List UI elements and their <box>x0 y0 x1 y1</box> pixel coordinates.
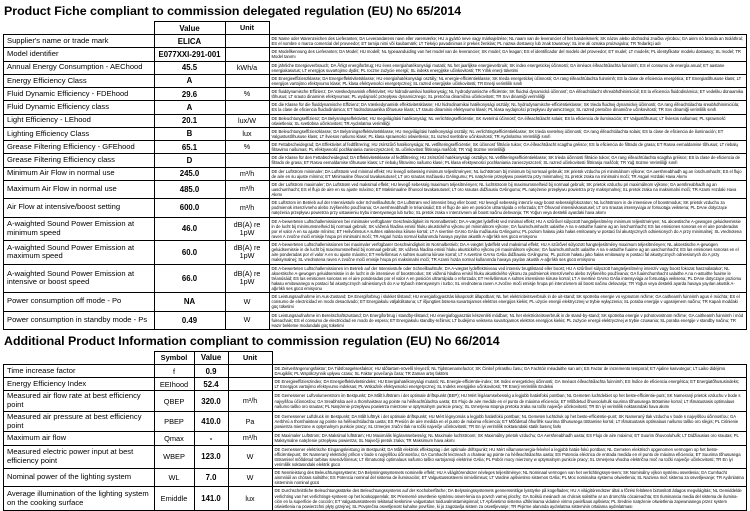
row-translations-cell: DE Modellkennung des Lieferanten; DA Model; HU modell; NL typeaanduiding van het model van de leverancier; SK model; GA leagan; ES el identificador del modelo del proveedor; ET mudel; LT modelis; PL identyfikator modelu dostawcy; SL model; TR Model tanımı <box>269 48 747 61</box>
row-unit-cell: m³/h <box>225 180 269 198</box>
row-label-cell: A-waighted Sound Power Emission at minimum speed <box>4 217 155 241</box>
table-row <box>4 74 747 87</box>
row-value-cell: NA <box>154 293 225 311</box>
row-label-cell: Model identifier <box>4 48 155 61</box>
row-unit-cell <box>228 364 272 377</box>
row-value-cell: ELICA <box>154 35 225 48</box>
table-row <box>4 141 747 154</box>
row-translations-cell: DE Gemessener Luftvolumenstrom im Bestpunkt; DA Målt luftstrøm i det optimale driftspunkt (BEP); HU Mért légáramsebesség a legjobb hatásfokú pontban; NL Gemeten luchtdebiet op het beste-efficiëntie-punt; SK Nameraný prietok vzduchu v bode s najvyššou účinnosťou; GA Sreabhráta aeir a thomhaistear ag pointe na héifeachtúlachta uasta; ES Flujo de aire medido en el punto de máxima eficiencia; ET Mõõdetud õhuvooluhulk suurima tõhususega töötamise korral; LT Išmatuotasis optimalaus našumo taško oro srautas; PL Natężenie przepływu powietrza mierzone w optymalnym punkcie pracy; SL Izmerjena stopnja pretoka zraka na točki največje učinkovitosti; TR En iyi verimlilik noktasındaki hava akımı <box>272 391 747 411</box>
row-unit-cell <box>225 35 269 48</box>
row-value-cell: 20.1 <box>154 114 225 127</box>
row-value-cell: 46.0 <box>154 217 225 241</box>
row-label-cell: Lighting Efficiency Class <box>4 127 155 140</box>
row-label-cell: A-waighted Sound Power Emission at maximum speed <box>4 241 155 265</box>
row-unit-cell <box>225 101 269 114</box>
table-row <box>4 180 747 198</box>
row-value-cell: 66.0 <box>154 264 225 293</box>
row-unit-cell: W <box>225 311 269 329</box>
row-label-cell: Minimum Air Flow in normal use <box>4 167 155 180</box>
row-translations-cell: DE Beleuchtungseffizienz; DA Belysningseffektivitet; HU megvilágítási hatékonyság; NL verlichtingsefficiëntie; SK svetelná účinnosť; GA éifeachtúlacht solais; ES la eficiencia de iluminación; ET Valgustõhusus; LT šviesos našumas; PL sprawność oświetlenia; SL svetlobna učinkovitost; TR Aydınlatma verimliliği <box>269 114 747 127</box>
row-value-cell: 600.0 <box>154 199 225 217</box>
row-label-cell: Grease Filtering Efficiency - GFEhood <box>4 141 155 154</box>
row-translations-cell: DE die Klasse für die fluiddynamische Effizienz; DA Væskedynamisk effektivitetsklasse; HU hidrodinamikai hatékonysági osztály; NL hydrodynamische-efficiëntieklasse; SK trieda fluidnej dynamickej účinnosti; GA rang éifeachtúlachta sreabhdhinimiciúla; ES la clase de eficiencia fluidodinámica; ET hüdrodünaamika tõhususe klass; LT srauto dinaminio efektyvumo klasė; PL klasa wydajności przepływu dynamicznego; SL razred pretočne dinamične učinkovitosti; TR Sıvı dinamiği verimlilik sınıfı <box>269 101 747 114</box>
table-row <box>4 217 747 241</box>
additional-table-header-row <box>4 351 747 364</box>
row-translations-cell: DE Luftstrom im Betrieb auf der Intensivstufe oder Schnelllaufstufe; DA Luftstrøm ved intensivt brug eller boost; HU levegő sebesség intenzív vagy boost sebességfokozaton; NL luchtstroom in de intensieve of boostmodus; SK prietok vzduchu za podmienok intenzívneho alebo zvýšeného používania; GA aershreabhadh le tréanúsáid; ES el flujo de aire en posición ultrarrápida o reforzada; ET Õhuvool intensiivkasutusel; LT oro srautas intensyviąja ar forsuotąja veiksena; PL DAne dotyczące natężenia przepływu powietrza przy ustawieniu trybu intensywnego lub turbo; SL pretok zraka v intenzivnem ali boost načinu delovanja; TR Yoğun veya destekli ayardaki hava akımı <box>269 199 747 217</box>
row-translations-cell: DE Leistungsaufnahme im Aus-Zustand; DA Energiforbrug i slukket tilstand; HU energiafogyasztás kikapcsolt állapotban; NL het elektriciteitsverbruik in de uit-stand; SK spotreba energie vo vypnutom režime; GA caitheamh fuinnimh agus é múchta; ES el consumo de electricidad en modo desactivado; ET Energiakulu väljalülitatuna; LT išjungties būsena suvartojamos elektros energijos kiekis; PL użycie energii elektrycznej w trybie wyłączenia; SL poraba energije v ugasnjenem načinu; TR Kapalı moddaki güç tüketimi <box>269 293 747 311</box>
row-unit-cell: kWh/a <box>225 61 269 74</box>
table-row <box>4 311 747 329</box>
row-value-cell: 410.0 <box>194 411 228 431</box>
row-label-cell: Nominal power of the lighting system <box>4 469 155 487</box>
table-row <box>4 114 747 127</box>
table-row <box>4 391 747 411</box>
row-label-cell: Supplier's name or trade mark <box>4 35 155 48</box>
row-symbol-cell: f <box>154 364 194 377</box>
table-row <box>4 411 747 431</box>
row-symbol-cell: Qmax <box>154 432 194 445</box>
row-label-cell: Measured electric power input at best efficiency point <box>4 445 155 469</box>
row-unit-cell: m³/h <box>225 199 269 217</box>
fiche-table-header-row <box>4 22 747 35</box>
row-unit-cell: dB(A) re 1pW <box>225 241 269 265</box>
row-unit-cell <box>225 74 269 87</box>
row-unit-cell: m³/h <box>225 167 269 180</box>
row-value-cell: 123.0 <box>194 445 228 469</box>
additional-info-title: Additional Product Information compliant to commission regulation (EU) No 66/2014 <box>4 333 500 348</box>
row-translations-cell: DE der Luftstrom maximaler; DA Luftstrøm ved maksimal effekt; HU levegő sebesség maximum teljesítményen; NL luchtstroom bij maximumsnelheid bij normaal gebruik; SK prietok vzduchu pri maximálnom výkone; GA aershreabhadh ag an uaschumhacht; ES el flujo de aire en su ajuste máximo; ET Maksimaalne õhuvool tavakasutusel; LT oro srautas didžiausiu GAlingumu; PL natężenie przepływu powietrza przy maksymalnej; SL pretok zraka na maksimalni moči; TR Azami Hızdaki Hava Akımı <box>269 180 747 198</box>
header-spacer <box>269 22 747 35</box>
row-value-cell: 7.0 <box>194 469 228 487</box>
table-row <box>4 264 747 293</box>
row-symbol-cell: QBEP <box>154 391 194 411</box>
row-label-cell: Grease Filtering Efficiency class <box>4 154 155 167</box>
table-row <box>4 445 747 469</box>
row-value-cell: 45.5 <box>154 61 225 74</box>
row-value-cell: 60.0 <box>154 241 225 265</box>
row-symbol-cell: PBEP <box>154 411 194 431</box>
header-spacer <box>272 351 747 364</box>
table-row <box>4 154 747 167</box>
row-label-cell: Fluid Dynamic Efficiency - FDEhood <box>4 88 155 101</box>
row-label-cell: Energy Efficiency Index <box>4 378 155 391</box>
row-translations-cell: DE jährliche Energieverbrauch; DA Årligt energiforbrug; HU éves energiahatékonysági mutató; NL het jaarlijkse energieverbruik; SK index energetickej účinnosti; GA innéacs éifeachtúlachta fuinnimh; ES el consumo de energía anual; ET aastane energiakasutus; LT energijos suvartojimo dydis; PL roczne zużycie energii; SL indeks energijske učinkovitosti; TR Yıllık enerji tüketimi <box>269 61 747 74</box>
row-symbol-cell: EEIhood <box>154 378 194 391</box>
unit-column-header: Unit <box>228 351 272 364</box>
row-value-cell: E077XXI-291-001 <box>154 48 225 61</box>
table-row <box>4 88 747 101</box>
row-value-cell: 65.1 <box>154 141 225 154</box>
row-translations-cell: DE Leistungsaufnahme im Bereitschaftszustand; DA Energiforbrug i standby-tilstand; HU energiafogyasztás készenléti módban; NL het elektriciteitsverbruik in de stand-by-stand; SK spotreba energie v pohotovostnom režime; GA caitheamh fuinnimh i mód fuireachais; ES el consumo de electricidad en modo de espera; ET Energiakulu standby-režiimis; LT budėjimo veiksena suvartojamos elektros energijos kiekis; PL zużycie energii elektrycznej w trybie czuwania; SL poraba energije v standby načinu; TR Hazır bekleme modundaki güç tüketimi <box>269 311 747 329</box>
row-unit-cell <box>225 48 269 61</box>
row-translations-cell: DE die Klasse für den Fettabscheidegrad; DA Effektivitetsklasse af fedtfiltrering; HU zsírszűrő hatékonysági osztálya; NL vetfilteringsefficiëntieklasse; SK trieda účinnosti filtrácie tukov; GA rang éifeachtúlachta scagtha gréisce; ES la clase de eficiencia de filtrado de grasa; ET Rasva eemaldamise tõhususe klass; LT riebalų filtravimo našumo klasė; PL klasa efektywności pochłaniania zanieczyszczeń; SL razred učinkovitosti filtriranja maščob; TR Yağ Süzme Verimliliği sınıfı <box>269 154 747 167</box>
row-unit-cell: Pa <box>228 411 272 431</box>
row-symbol-cell: WL <box>154 469 194 487</box>
row-translations-cell: DE Energieeffizienzklasse; DA Energieffektivitetsklasse; HU energiahatékonysági osztály; NL energie-efficiëntieklasse; SK trieda energetickej účinnosti; GA rang éifeachtúlachta fuinnimh; ES la clase de eficiencia energética; ET Energiatõhususe klass; LT energijos vartojimo efektyvumo klasė; PL klasa efektywności energetycznej; SL razred energijske učinkovitosti; TR Enerji verimlilik sınıfı <box>269 74 747 87</box>
table-row <box>4 127 747 140</box>
row-label-cell: Air Flow at intensive/boost setting <box>4 199 155 217</box>
table-row <box>4 35 747 48</box>
table-row <box>4 61 747 74</box>
table-row <box>4 199 747 217</box>
row-unit-cell: lux <box>228 487 272 511</box>
row-unit-cell: dB(A) re 1pW <box>225 264 269 293</box>
row-translations-cell: DE Durchschnittliche Beleuchtungsstärke des Beleuchtungssystems auf der Kochoberfläche; DA Belysningssystemets gennemsnitlige lysstyrke på kogefladen; HU A világítórendszer által a főzési felületen biztosított átlagos megvilágítás; NL Gemiddelde verlichting van het verlichtings-systeem op het kookoppervlak; SK Priemerné osvetlenie systému osvet-lenia na povrch varnej plochy; GA Soilsiú meánach an chórais soilsithe ar an dromchla cócaireachta; ES Iluminancia media del sistema de ilumina-ción en la superficie de cocción; ET Valgustussüsteemi tekitatud keskmine valgustatus toiduvalmistamispinnal; LT Apšvietimo sistema užtikrinama vidutinė virimo paviršiaus apšvieta; PL Średnie natężenie oświetlenia zapewnianego przez system oświetlenia na powierzchni płyty grzejnej; SL Povprečna osvetljenost kuhalne površine, ki jo zagotavlja sistem za osvetljevanje; TR Pişirme alanında aydınlatma sisteminin ortalama aydınlatması <box>272 487 747 511</box>
row-unit-cell: m³/h <box>228 432 272 445</box>
row-symbol-cell: Emiddle <box>154 487 194 511</box>
fiche-title: Product Fiche compliant to commission delegated regulation (EU) No 65/2014 <box>4 4 462 18</box>
row-translations-cell: DE fluiddynamische Effizienz; DA Væskedynamisk effektivitet; HU hidrodinamikai hatékonyság; NL hydrodynamische efficiëntie; SK fluidná dynamická účinnosť; GA éifeachtúlacht shreabhdhinimiciúil; ES la eficiencia fluidodinámica; ET vedeliku dünaamika tõhusus; LT srauto dinaminis efektyvumas; PL wydajność przepływu dynamicznego; SL pretočna dinamična učinkovitost; TR Sıvı dinamiği verimliliği <box>269 88 747 101</box>
row-value-cell: B <box>154 127 225 140</box>
additional-info-table <box>3 351 747 511</box>
row-unit-cell: dB(A) re 1pW <box>225 217 269 241</box>
row-unit-cell: W <box>228 445 272 469</box>
table-row <box>4 241 747 265</box>
row-label-cell: Average illumination of the lighting system on the cooking surface <box>4 487 155 511</box>
row-value-cell: 29.6 <box>154 88 225 101</box>
row-value-cell: 245.0 <box>154 167 225 180</box>
row-label-cell: Measured air pressure at best efficiency point <box>4 411 155 431</box>
row-label-cell: Annual Energy Consumption - AEChood <box>4 61 155 74</box>
row-translations-cell: DE A-bewerteten Luftschallemissionen bei minimaler verfügbarer Geschwindigkeit im Normalbetrieb; DA A-vægtet lydeffekt ved minimal effekt; HU A szűrővel súlyozott hangteljesítmény minimum teljesítményen; NL akoestische A-gewogen geluidsemissie in de lucht bij minimumsnelheid bij normaal gebruik; SK vážená hladina emisií hluku akustického výkonu pri minimálnom výkone; GA fuaimchumhacht ualaithe A na n-astuithe fuaime ag an íoschumhacht; ES las emisiones sonoras en el aire ponderadas por el valor A en su ajuste mínimo; ET Helivõimsus A suhtes väikseima kiiruse korral; LT A svertinė GArso GAlia mažiausiu GAlingumu; PL poziom hałasu jako hałas emitowany w postaci fal akustycznych odniesionych do A przy minimalnej; SL vrednotena raven A zvočne moči emisije hrupa pri minimalni moči; TR Asgari hızda normal kullanımda havaya yayılan akustik A-ağırlıklı ses gücü emisyonu <box>269 217 747 241</box>
table-row <box>4 167 747 180</box>
row-unit-cell: % <box>225 141 269 154</box>
row-translations-cell: DE Fettabscheidegrad; DA Effektivitet af fedtfiltrering; HU zsírszűrő hatékonysága; NL vetfilteringsefficiëntie; SK účinnosť filtrácie tukov; GA éifeachtúlacht scagtha gréisce; ES la eficiencia de filtrado de grasa; ET Rasva eemaldamise tõhusus; LT riebalų filtravimo našumas; PL efektywność pochłaniania zanieczyszczeń; SL učinkovitost filtriranja maščob; TR Yağ Süzme Verimliliği <box>269 141 747 154</box>
row-translations-cell: DE der Luftstrom minimaler; DA Luftstrøm ved minimal effekt; HU levegő sebesség minimum teljesítményen; NL luchtstroom bij minimum bij normaal gebruik; SK prietok vzduchu pri minimálnom výkone; GA aershreabhadh ag an íoschumhacht; ES el flujo de aire en su ajuste mínimo; ET Minimaalne õhuvool tavakasutusel; LT oro srautas mažiausiu GAlingumu; PL natężenie przepływu powietrza przy minimalnej; SL pretok zraka na minimalni moči; TR Asgari Hızdaki Hava Akımı <box>269 167 747 180</box>
header-spacer <box>4 22 155 35</box>
table-row <box>4 101 747 114</box>
row-value-cell: D <box>154 154 225 167</box>
row-translations-cell: DE Energieeffizienzindex; DA Energieffektivitetsindeks; HU Energiahatékonysági mutató; NL Energie-efficiëntie-index; SK Index energetickej účinnosti; GA Innéacs éifeachtúlachta fuinnimh; ES Índice de eficiencia energética; ET Energiatõhususindeks; LT Energijos vartojimo efektyvumo indeksas; PL Wskaźnik efektywności energetycznej; SL Indeks energijske učinkovitosti; TR Enerji Verimlilik Endeksi <box>272 378 747 391</box>
row-label-cell: Light Efficiency - LEhood <box>4 114 155 127</box>
row-unit-cell: % <box>225 88 269 101</box>
row-translations-cell: DE Nennleistung des Beleuchtungssystems; DA Belysningssystemets nominelle effekt; HU A világítórendszer névleges teljesítménye; NL Nominaal vermogen van het verlichtingssys-teem; SK Nominálny výkon systému osvetlenia; GA Cumhacht ainmniúil an chórais soilsithe; ES Potencia nominal del sistema de iluminación; ET Valgustussüsteemi nimivõimsus; LT Vardinė apšvietimo sistemos GAlia; PL Moc nominalna systemu oświetlenia; SL Nazivna moč sistema za osvetljevanje; TR Aydınlatma sisteminin nominal gücü <box>272 469 747 487</box>
row-unit-cell: W <box>228 469 272 487</box>
row-label-cell: A-waighted Sound Power Emission at intensive or boost speed <box>4 264 155 293</box>
row-label-cell: Power consumption in standby mode - Ps <box>4 311 155 329</box>
row-translations-cell: DE Maximaler Luftstrom; DA Maksimal luftstrøm; HU Maximális légáramsebesség; NL Maximale luchtstroom; SK Maximálny prietok vzduchu; GA Aershreabhadh uasta; ES Flujo de aire máximo; ET Suurim õhuvooluhulk; LT Didžiausias oro srautas; PL Maksymalne natężenie przepływu powietrza; SL Največji pretok zraka; TR Maksimum hava akımı <box>272 432 747 445</box>
table-row <box>4 364 747 377</box>
row-translations-cell: DE Beleuchtungseffizienzklasse; DA Belysningseffektivitetsklasse; HU megvilágítási hatékonysági osztály; NL verlichtingsefficiëntieklasse; SK trieda svetelnej účinnosti; GA rang éifeachtúlachta solais; ES la clase de eficiencia de iluminación; ET Valgustustõhususe klass; LT šviesos našumo klasė; PL klasa sprawności oświetlenia; SL razred svetlobne učinkovitosti; TR Aydınlatma Verimliliği sınıfı <box>269 127 747 140</box>
row-unit-cell: lux <box>225 127 269 140</box>
row-value-cell: 485.0 <box>154 180 225 198</box>
row-value-cell: A <box>154 74 225 87</box>
header-spacer <box>4 351 155 364</box>
table-row <box>4 293 747 311</box>
symbol-column-header: Symbol <box>154 351 194 364</box>
row-value-cell: - <box>194 432 228 445</box>
table-row <box>4 469 747 487</box>
row-unit-cell <box>225 154 269 167</box>
row-label-cell: Energy Efficiency Class <box>4 74 155 87</box>
row-translations-cell: DE Zeitverlängerungsfaktor; DA Tidsforøgelsesfaktor; HU Időtartam-növelő tényező; NL Tijdstoenamefactor; SK Činiteľ prírastku času; GA Fachtóir méadaithe san am; ES Factor de incremento temporal; ET Ajaline kasvutegur; LT Laiko didėjimo DAugiklis; PL Współczynnik upływu czasu; SL Faktor povečanja časa; TR Zaman artış faktörü <box>272 364 747 377</box>
row-translations-cell: DE Gemessener Luftdruck im Bestpunkt; DA Målt lufttryk i det optimale driftspunkt; HU Mért légnyomás a legjobb hatásfokú pontban; NL Gemeten luchtdruk op het beste-efficiëntie-punt; SK Nameraný tlak vzduchu v bode s najvyššou účinnosťou; GA Aerbhrú a thomhaistear ag pointe na héifeachtúlachta uasta; ES Presión de aire medida en el punto de máxima eficiencia; ET Mõõdetud õhurõhk suurima tõhususega töötamise korral; LT Išmatuotasis optimalaus našumo taško oro slėgis; PL Ciśnienie powietrza mierzone w optymalnym punkcie pracy; SL Izmerjen zračni tlak na točki največje učinkovitosti; TR En iyi verimlilik noktasındaki statik basınç farkı <box>272 411 747 431</box>
row-translations-cell: DE Gemessener elektrische Eingangsleistung im Bestpunkt; DA Målt elektrisk effektoptag i det optimale driftspunkt; HU Mért villamosenergia-felvétel a legjobb hatás-fokú pontban; NL Gemeten elektrisch opgenomen vermogen op het beste-efficiëntiepunt; SK Nameraný elektrický príkon v bode s najvyššou účinnosťou; GA Cumhacht leictreach a chaitear ag pointe na héifeachtúlachta uasta; ES Potencia eléctrica de entrada medida en el punto de máxima eficiencia; ET Suurima tõhususega töötamisel mõõdetud tarbitav sisendvõimsus; LT Išmatuotoji optimalaus našumo taško vartojamoji elektrinė GAlia; PL Pobór mocy mierzony w optymalnym punkcie pracy; SL Izmerjena vhodna električna moč na točki največje učinkovitosti; TR En iyi verimlilik noktasındaki elektrik gücü <box>272 445 747 469</box>
row-value-cell: 0.9 <box>194 364 228 377</box>
row-unit-cell: m³/h <box>228 391 272 411</box>
table-row <box>4 432 747 445</box>
row-label-cell: Maximum air flow <box>4 432 155 445</box>
row-label-cell: Power consumption off mode - Po <box>4 293 155 311</box>
table-row <box>4 48 747 61</box>
row-value-cell: 52.4 <box>194 378 228 391</box>
table-row <box>4 487 747 511</box>
value-column-header: Value <box>154 22 225 35</box>
row-translations-cell: DE A-bewerteten Luftschallemissionen bei maximaler verfügbarer Geschwindigkeit im Normalbetrieb; DA A-vægtet lydeffekt ved maksimal effekt; HU A szűrővel súlyozott hangteljesítmény maximum teljesítményen; NL akoestische A-gewogen geluidsemissie in de lucht bij maximumsnelheid bij normaal gebruik; SK vážená hladina emisií hluku akustického výkonu pri maximálnom výkone; GA fuaimchumhacht ualaithe A na n-astuithe fuaime ag an uaschumhacht; ES las emisiones sonoras en el aire ponderadas por el valor A en su ajuste máximo; ET Helivõimsus A suhtes suurima kiiruse korral; LT A svertinė GArso GAlia didžiausiu GAlingumu; PL poziom hałasu jako hałas emitowany w postaci fal akustycznych odniesionych do A przy maksymalnej; SL vrednotena raven A zvočne moči emisije hrupa pri maksimalni moči; TR Azami hızda normal kullanımda havaya yayılan akustik A-ağırlıklı ses gücü emisyonu <box>269 241 747 265</box>
table-row <box>4 378 747 391</box>
unit-column-header: Unit <box>225 22 269 35</box>
row-label-cell: Time increase factor <box>4 364 155 377</box>
row-value-cell: A <box>154 101 225 114</box>
row-label-cell: Fluid Dynamic Efficiency class <box>4 101 155 114</box>
value-column-header: Value <box>194 351 228 364</box>
row-value-cell: 320.0 <box>194 391 228 411</box>
row-unit-cell <box>228 378 272 391</box>
row-label-cell: Maximum Air Flow in normal use <box>4 180 155 198</box>
row-translations-cell: DE A-bewerteten Luftschallemissionen im Betrieb auf der Intensivstufe oder Schnelllaufstufe; DA A-vægtet lydeffektniveau ved intensiv brugtilstand eller boost; HU A szűrővel súlyozott hangteljesítmény intenzív vagy boost fokozat használatakor; NL akoestische A-gewogen geluidsemissie in de lucht in de intensieve of boostmodus; SK vážená hladina emisií hluku akustického výkonu za podmienok intenzívneho alebo zvýšeného používania; GA fuaimchumhacht ualaithe A na n-astuithe fuaime le tréanúsáid; ES las emisiones sonoras en el aire ponderadas por el valor A en posición ultrarrápida o reforzada; ET Helivõimsus A suhtes intensiivse kiiruse korral; LT A svertinė GArso GAlia intensyviąja ar forsuotąja veiksena; PL DAne dotyczące poziomu hałasu emitowanego w postaci fal akustycznych odniesionych do A w trybach intensywnym i turbo; SL vrednotena raven A zvočne moči emisije hrupa pri intenzivnem ali boost načinu delovanja; TR Yoğun veya destekli ayarda havaya yayılan akustik A-ağırlıklı ses gücü emisyonu <box>269 264 747 293</box>
row-value-cell: 0.49 <box>154 311 225 329</box>
row-symbol-cell: WBEP <box>154 445 194 469</box>
row-unit-cell: W <box>225 293 269 311</box>
row-label-cell: Measured air flow rate at best efficiency point <box>4 391 155 411</box>
fiche-table <box>3 21 747 330</box>
row-translations-cell: DE Name oder Warenzeichen des Lieferanten; DA Leverandørens navn eller varemærke; HU a gyártó neve vagy márkajelzése; NL naam van de leverancier of het handelsmerk; SK názov alebo obchodná značka výrobcu; GA ainm nó branda an tsoláthraí; ES el nombre o marca comercial del proveedor; ET tarnija nimi või kaubamärk; LT Tiekėjo pavadinimas ir prekės ženklas; PL nazwa dostawcy lub znak towarowy; SL ime ali oznaka proizvajalca; TR Tedarikçi adı <box>269 35 747 48</box>
row-value-cell: 141.0 <box>194 487 228 511</box>
row-unit-cell: lux/W <box>225 114 269 127</box>
